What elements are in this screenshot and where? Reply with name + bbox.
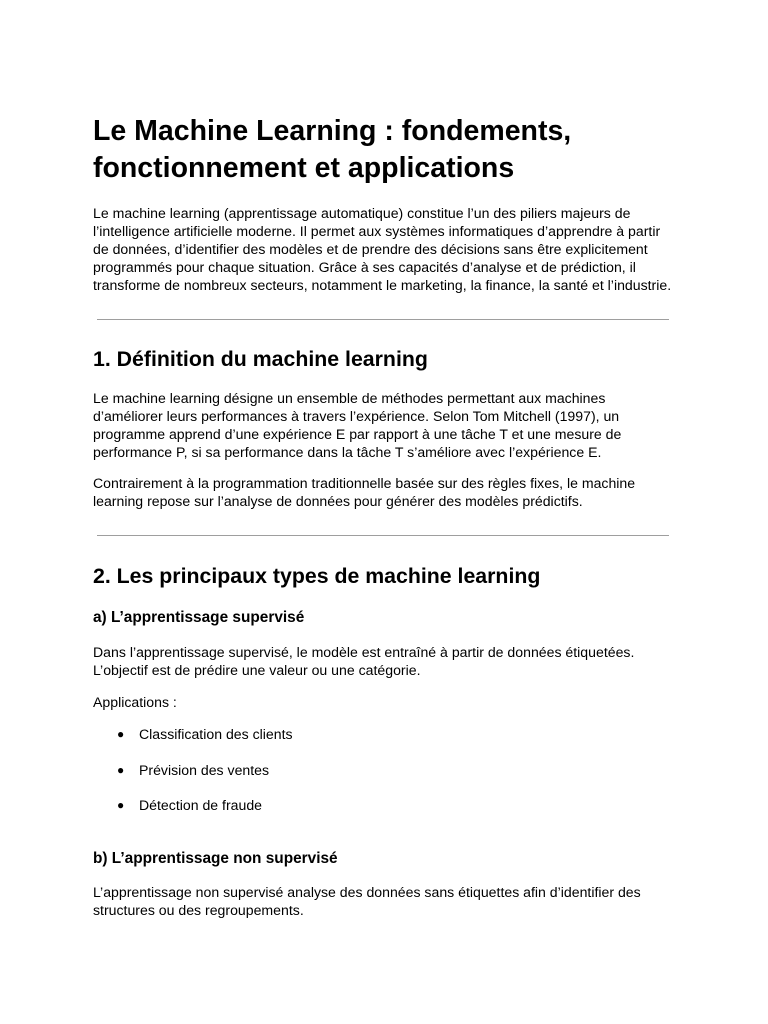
bullet-icon: ● (117, 798, 125, 812)
subsection-b-heading: b) L’apprentissage non supervisé (93, 850, 338, 867)
unsupervised-line: structures ou des regroupements. (93, 902, 304, 918)
definition-line: performance P, si sa performance dans la tâche T s’améliore avec l’expérience E. (93, 444, 602, 460)
intro-line: programmés pour chaque situation. Grâce à ses capacités d’analyse et de prédiction, il (93, 259, 636, 275)
document-title (93, 113, 683, 187)
contrast-line: learning repose sur l’analyse de données pour générer des modèles prédictifs. (93, 493, 583, 509)
definition-line: Le machine learning désigne un ensemble de méthodes permettant aux machines (93, 390, 606, 406)
intro-line: Le machine learning (apprentissage automatique) constitue l’un des piliers majeurs de (93, 205, 631, 221)
section-2-heading: 2. Les principaux types de machine learning (93, 564, 541, 588)
intro-line: transforme de nombreux secteurs, notamment le marketing, la finance, la santé et l’industrie. (93, 277, 672, 293)
list-item-text: Détection de fraude (139, 797, 263, 813)
subsection-a-heading: a) L’apprentissage supervisé (93, 609, 305, 626)
unsupervised-line: L’apprentissage non supervisé analyse des données sans étiquettes afin d’identifier des (93, 884, 641, 900)
bullet-icon: ● (117, 763, 125, 777)
supervised-paragraph (93, 643, 634, 679)
title-line-1: Le Machine Learning : fondements, (93, 115, 572, 147)
applications-label: Applications : (93, 694, 177, 710)
supervised-line: L’objectif est de prédire une valeur ou une catégorie. (93, 662, 421, 678)
definition-paragraph (93, 389, 621, 461)
contrast-paragraph (93, 474, 635, 510)
section-divider (97, 319, 669, 320)
definition-line: programme apprend d’une expérience E par rapport à une tâche T et une mesure de (93, 426, 622, 442)
intro-line: de données, d’identifier des modèles et de prendre des décisions sans être explicitement (93, 241, 648, 257)
contrast-line: Contrairement à la programmation traditionnelle basée sur des règles fixes, le machine (93, 475, 636, 491)
intro-line: l’intelligence artificielle moderne. Il permet aux systèmes informatiques d’apprendre à partir (93, 223, 661, 239)
unsupervised-paragraph (93, 883, 641, 919)
title-line-2: fonctionnement et applications (93, 152, 515, 184)
supervised-line: Dans l’apprentissage supervisé, le modèle est entraîné à partir de données étiquetées. (93, 644, 635, 660)
definition-line: d’améliorer leurs performances à travers l’expérience. Selon Tom Mitchell (1997), un (93, 408, 620, 424)
list-item-text: Classification des clients (139, 726, 293, 742)
bullet-icon: ● (117, 727, 125, 741)
list-item-text: Prévision des ventes (139, 762, 270, 778)
section-1-heading: 1. Définition du machine learning (93, 347, 428, 371)
intro-paragraph (93, 204, 671, 294)
section-divider (97, 535, 669, 536)
